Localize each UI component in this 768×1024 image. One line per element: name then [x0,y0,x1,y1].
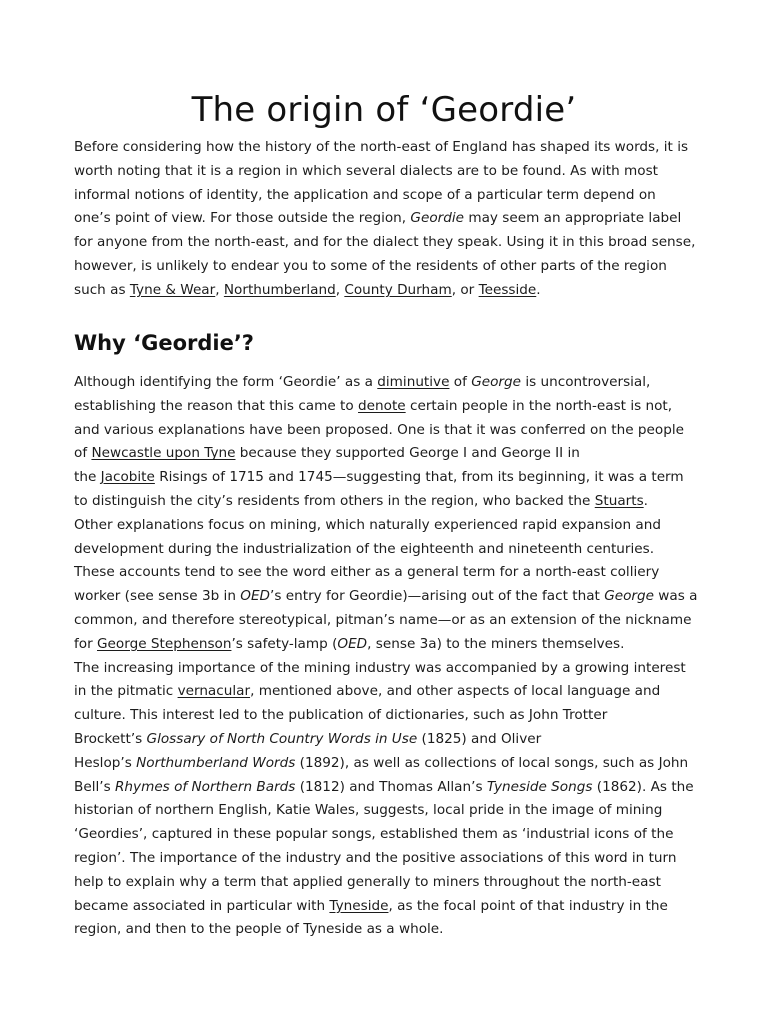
link-stuarts[interactable]: Stuarts [594,492,644,509]
link-tyne-wear[interactable]: Tyne & Wear [129,281,216,298]
link-george-stephenson[interactable]: George Stephenson [97,635,232,652]
text-line: help to explain why a term that applied generally to miners throughout the north-east [74,873,661,890]
intro-paragraph [74,136,694,303]
text-line: Other explanations focus on mining, which naturally experienced rapid expansion and [74,516,662,533]
text-line: one’s point of view. For those outside the region, Geordie may seem an appropriate label [74,210,682,227]
link-jacobite[interactable]: Jacobite [100,469,155,486]
text-line: worker (see sense 3b in OED’s entry for Geordie)—arising out of the fact that George was a [74,588,698,605]
link-denote[interactable]: denote [358,397,406,414]
text-line: These accounts tend to see the word either as a general term for a north-east colliery [74,564,660,581]
text-line: establishing the reason that this came to denote certain people in the north-east is not, [74,397,673,414]
text-line: worth noting that it is a region in which several dialects are to be found. As with most [74,162,659,179]
text-line: for anyone from the north-east, and for the dialect they speak. Using it in this broad sense, [74,234,696,251]
text-line: of Newcastle upon Tyne because they supported George I and George II in [74,445,580,462]
link-northumberland[interactable]: Northumberland [223,281,336,298]
text-line: The increasing importance of the mining industry was accompanied by a growing interest [74,659,686,676]
text-line: and various explanations have been proposed. One is that it was conferred on the people [74,421,684,438]
italic-term: Rhymes of Northern Bards [114,778,296,795]
text-line: common, and therefore stereotypical, pitman’s name—or as an extension of the nickname [74,611,692,628]
text-line: region’. The importance of the industry and the positive associations of this word in turn [74,849,677,866]
section-heading: Why ‘Geordie’? [74,331,254,355]
text-line: historian of northern English, Katie Wales, suggests, local pride in the image of mining [74,802,663,819]
link-vernacular[interactable]: vernacular [177,683,251,700]
text-line: Bell’s Rhymes of Northern Bards (1812) and Thomas Allan’s Tyneside Songs (1862). As the [74,778,694,795]
text-line: the Jacobite Risings of 1715 and 1745—suggesting that, from its beginning, it was a term [74,469,684,486]
link-tyneside[interactable]: Tyneside [329,897,389,914]
italic-term: Northumberland Words [136,754,296,771]
text-line: culture. This interest led to the publication of dictionaries, such as John Trotter [74,707,608,724]
text-line: Before considering how the history of the north-east of England has shaped its words, it is [74,139,689,155]
link-diminutive[interactable]: diminutive [377,374,450,390]
page-title: The origin of ‘Geordie’ [191,90,577,130]
link-newcastle-upon-tyne[interactable]: Newcastle upon Tyne [91,445,236,462]
text-line: became associated in particular with Tyneside, as the focal point of that industry in the [74,897,668,914]
italic-term: OED [240,588,271,605]
text-line: such as Tyne & Wear, Northumberland, County Durham, or Teesside. [74,281,541,298]
text-line: to distinguish the city’s residents from others in the region, who backed the Stuarts. [74,492,648,509]
link-county-durham[interactable]: County Durham [344,281,452,298]
text-line: ‘Geordies’, captured in these popular songs, established them as ‘industrial icons of the [74,826,674,843]
text-line: however, is unlikely to endear you to some of the residents of other parts of the region [74,257,667,274]
link-teesside[interactable]: Teesside [478,281,537,298]
text-line: Although identifying the form ‘Geordie’ as a diminutive of George is uncontroversial, [74,374,651,390]
text-line: Brockett’s Glossary of North Country Words in Use (1825) and Oliver [74,730,542,747]
italic-term: George [471,374,521,390]
italic-term: George [604,588,654,605]
italic-term: Glossary of North Country Words in Use [146,730,418,747]
text-line: Heslop’s Northumberland Words (1892), as well as collections of local songs, such as John [74,754,689,771]
text-line: for George Stephenson’s safety-lamp (OED, sense 3a) to the miners themselves. [74,635,625,652]
text-line: informal notions of identity, the application and scope of a particular term depend on [74,186,656,203]
italic-term: Geordie [410,210,464,227]
italic-term: Tyneside Songs [486,778,593,795]
body-paragraph [74,371,698,942]
text-line: in the pitmatic vernacular, mentioned above, and other aspects of local language and [74,683,661,700]
text-line: development during the industrialization of the eighteenth and nineteenth centuries. [74,540,655,557]
text-line: region, and then to the people of Tyneside as a whole. [74,921,444,938]
italic-term: OED [337,635,368,652]
